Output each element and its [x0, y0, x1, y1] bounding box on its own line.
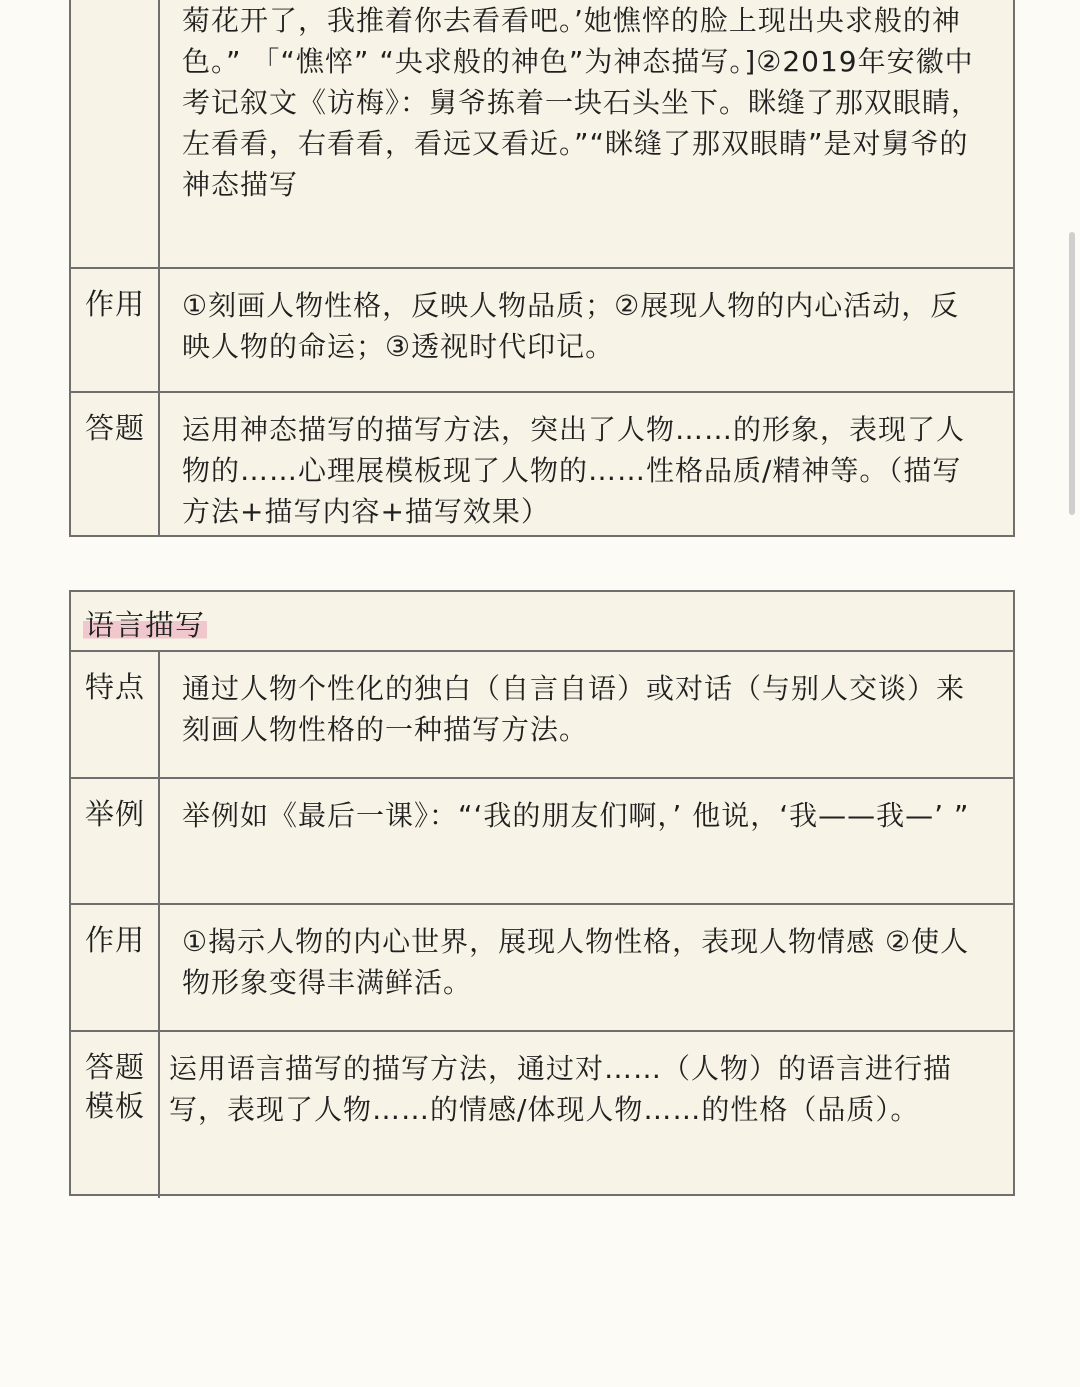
- label-cell: [71, 269, 160, 393]
- effect-text: ①刻画人物性格，反映人物品质；②展现人物的内心活动，反映人物的命运；③透视时代印记。: [182, 289, 960, 363]
- effect-row: [71, 903, 1013, 1032]
- section-title: 语言描写: [85, 608, 206, 642]
- example-text: 菊花开了，我推着你去看看吧。’她憔悴的脸上现出央求般的神色。” 「“憔悴” “央求般的神色”为神态描写。]②2019年安徽中考记叙文《访梅》：舅爷拣着一块石头坐下。眯缝了那双眼睛，左看看，右看看，看远又看近。”“眯缝了那双眼睛”是对舅爷的神态描写: [182, 4, 981, 201]
- label-cell: [71, 0, 160, 267]
- label-cell: [71, 393, 160, 537]
- vertical-scrollbar[interactable]: [1069, 232, 1075, 515]
- label-cell: [71, 1032, 160, 1198]
- language-description-table: [69, 590, 1015, 1196]
- features-text: 通过人物个性化的独白（自言自语）或对话（与别人交谈）来刻画人物性格的一种描写方法。: [182, 672, 966, 746]
- effect-label: 作用: [85, 923, 146, 957]
- features-row: [71, 650, 1013, 779]
- answer-template-row: [71, 1030, 1013, 1198]
- example-text: 举例如《最后一课》：“‘我的朋友们啊，’ 他说，‘我——我—’ ”: [182, 799, 970, 832]
- example-row: [71, 0, 1013, 267]
- example-label: 举例: [85, 797, 146, 831]
- label-cell: [71, 905, 160, 1032]
- expression-description-table: [69, 0, 1015, 537]
- section-header: [71, 592, 1013, 650]
- answer-template-text: 运用语言描写的描写方法，通过对……（人物）的语言进行描写，表现了人物……的情感/体现人物……的性格（品质）。: [169, 1052, 953, 1126]
- effect-row: [71, 267, 1013, 393]
- answer-text: 运用神态描写的描写方法，突出了人物……的形象，表现了人物的……心理展模板现了人物的……性格品质/精神等。（描写方法+描写内容+描写效果）: [182, 413, 966, 528]
- example-row: [71, 777, 1013, 905]
- effect-label: 作用: [85, 287, 146, 321]
- label-cell: [71, 652, 160, 779]
- label-cell: [71, 779, 160, 905]
- features-label: 特点: [85, 670, 146, 704]
- answer-template-label: 答题模板: [85, 1050, 146, 1123]
- effect-text: ①揭示人物的内心世界，展现人物性格，表现人物情感 ②使人物形象变得丰满鲜活。: [182, 925, 970, 999]
- answer-label: 答题: [85, 411, 146, 445]
- answer-row: [71, 391, 1013, 537]
